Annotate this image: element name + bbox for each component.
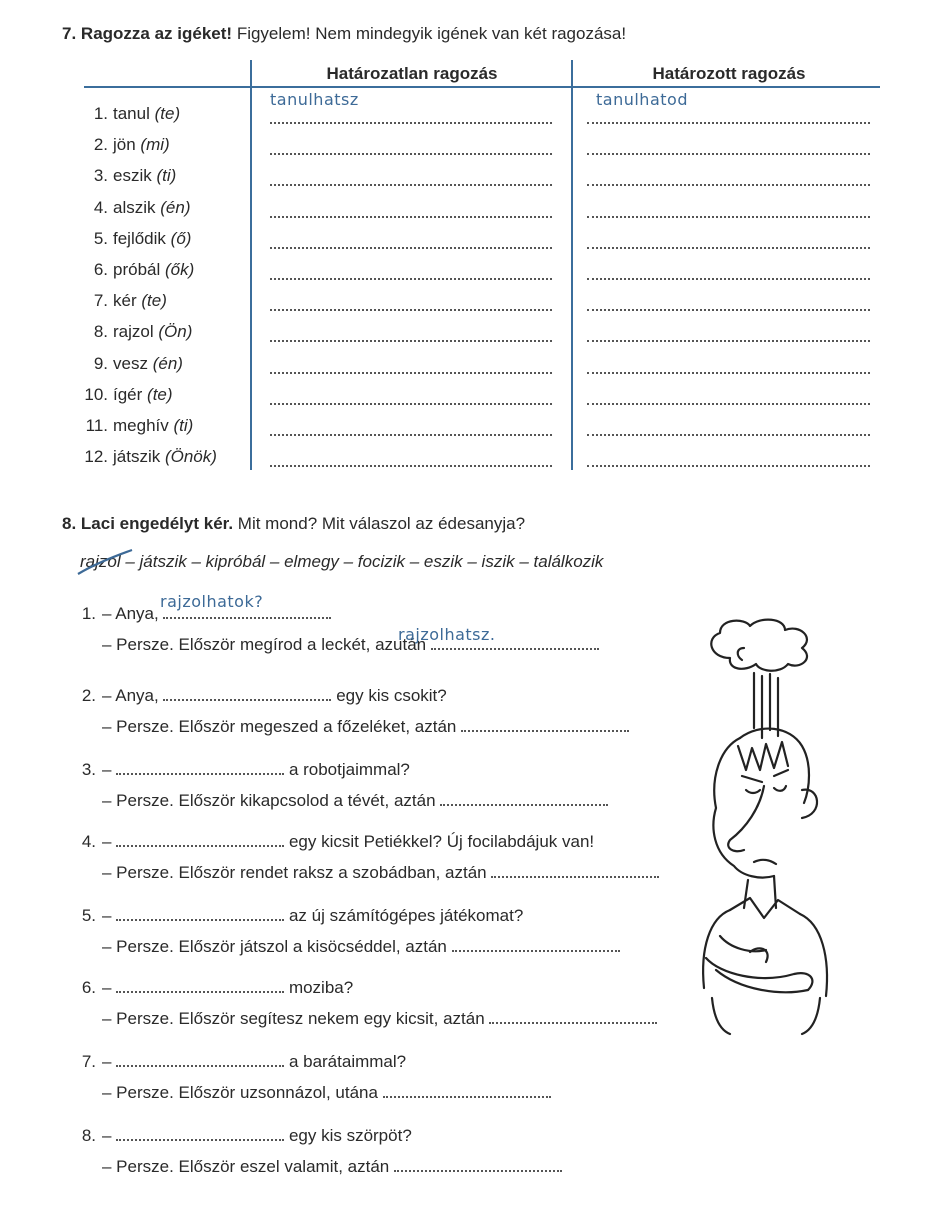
item-number: 8. bbox=[81, 1126, 96, 1145]
blank-indefinite[interactable] bbox=[270, 277, 552, 280]
person-text: (ti) bbox=[173, 416, 194, 435]
ex8-number: 8. bbox=[62, 514, 77, 533]
row-number: 10. bbox=[84, 384, 108, 404]
answer-blank[interactable] bbox=[394, 1169, 562, 1172]
row-number: 11. bbox=[85, 416, 108, 435]
question-blank[interactable] bbox=[116, 772, 284, 775]
handwritten-answer: rajzolhatsz. bbox=[398, 625, 496, 644]
question-blank[interactable] bbox=[163, 698, 331, 701]
item-number: 5. bbox=[81, 906, 96, 925]
question-blank[interactable] bbox=[116, 1064, 284, 1067]
row-verb bbox=[113, 385, 173, 405]
verb-text: vesz bbox=[113, 353, 148, 373]
word-bank bbox=[80, 552, 603, 572]
question-suffix: egy kis csokit? bbox=[336, 686, 447, 705]
question-blank[interactable] bbox=[116, 918, 284, 921]
blank-indefinite[interactable] bbox=[270, 371, 552, 374]
row-number: 12. bbox=[84, 447, 108, 467]
col1-header: Határozatlan ragozás bbox=[326, 64, 498, 83]
table-row bbox=[0, 166, 926, 196]
answer-line bbox=[102, 863, 659, 883]
question-line bbox=[102, 686, 447, 706]
row-number: 6. bbox=[93, 260, 108, 279]
answer-line bbox=[102, 717, 629, 737]
item-number: 2. bbox=[81, 686, 96, 705]
ex7-number: 7. bbox=[62, 24, 77, 43]
row-verb bbox=[113, 198, 190, 218]
verb-text: rajzol bbox=[113, 322, 154, 342]
person-text: (Önök) bbox=[164, 447, 217, 467]
table-row bbox=[0, 354, 926, 384]
handwritten-answer: tanulhatod bbox=[596, 90, 688, 109]
row-verb bbox=[113, 354, 183, 374]
answer-prefix: – Persze. Először rendet raksz a szobádban, aztán bbox=[102, 863, 487, 882]
ex8-title: Laci engedélyt kér. bbox=[80, 514, 234, 533]
cross-out-mark bbox=[74, 548, 136, 578]
blank-definite[interactable] bbox=[587, 308, 870, 311]
row-number: 7. bbox=[93, 291, 108, 311]
row-number: 9. bbox=[93, 353, 108, 373]
question-prefix: – bbox=[102, 832, 112, 851]
person-text: (te) bbox=[141, 291, 167, 311]
blank-definite[interactable] bbox=[587, 371, 870, 374]
ex8-heading bbox=[62, 514, 525, 534]
answer-blank[interactable] bbox=[452, 949, 620, 952]
question-line bbox=[102, 832, 594, 852]
verb-text: jön bbox=[113, 135, 136, 155]
ex8-instruction: Mit mond? Mit válaszol az édesanyja? bbox=[237, 514, 526, 533]
blank-indefinite[interactable] bbox=[270, 402, 552, 405]
row-verb bbox=[113, 260, 194, 280]
row-verb bbox=[113, 291, 167, 311]
answer-prefix: – Persze. Először játszol a kisöcséddel, aztán bbox=[102, 937, 447, 956]
answer-line bbox=[102, 791, 608, 811]
answer-blank[interactable] bbox=[491, 875, 659, 878]
answer-prefix: – Persze. Először eszel valamit, aztán bbox=[102, 1157, 390, 1176]
table-row bbox=[0, 260, 926, 290]
question-suffix: egy kicsit Petiékkel? Új focilabdájuk van! bbox=[288, 832, 595, 851]
word-bank-crossed: rajzol bbox=[80, 552, 121, 571]
question-line bbox=[102, 1126, 412, 1146]
question-prefix: – bbox=[102, 1126, 112, 1145]
ex7-instruction: Figyelem! Nem mindegyik igének van két ragozása! bbox=[236, 24, 627, 43]
person-text: (ők) bbox=[165, 260, 195, 279]
row-number: 3. bbox=[93, 166, 108, 186]
verb-text: meghív bbox=[113, 416, 169, 435]
question-line bbox=[102, 978, 353, 998]
question-suffix: moziba? bbox=[288, 978, 354, 997]
table-row bbox=[0, 229, 926, 259]
table-row bbox=[0, 322, 926, 352]
word-bank-rest: – játszik – kipróbál – elmegy – focizik – eszik – iszik – találkozik bbox=[120, 552, 604, 571]
question-blank[interactable] bbox=[116, 990, 284, 993]
handwritten-answer: tanulhatsz bbox=[270, 90, 359, 109]
answer-blank[interactable] bbox=[431, 647, 599, 650]
blank-indefinite[interactable] bbox=[270, 308, 552, 311]
row-verb bbox=[113, 322, 192, 342]
table-row bbox=[0, 416, 926, 446]
dialogue-item bbox=[0, 1052, 926, 1122]
verb-text: fejlődik bbox=[113, 228, 166, 248]
row-number: 8. bbox=[93, 322, 108, 342]
person-text: (én) bbox=[152, 353, 183, 373]
verb-text: alszik bbox=[113, 197, 156, 217]
question-line bbox=[102, 1052, 406, 1072]
answer-prefix: – Persze. Először megeszed a főzeléket, aztán bbox=[102, 717, 457, 736]
verb-text: tanul bbox=[113, 104, 150, 123]
question-blank[interactable] bbox=[116, 1138, 284, 1141]
answer-line bbox=[102, 1083, 551, 1103]
blank-indefinite[interactable] bbox=[270, 183, 552, 186]
person-text: (te) bbox=[154, 104, 181, 123]
row-verb bbox=[113, 229, 191, 249]
answer-line bbox=[102, 1157, 562, 1177]
person-text: (Ön) bbox=[158, 322, 193, 342]
row-number: 1. bbox=[93, 104, 108, 123]
answer-blank[interactable] bbox=[461, 729, 629, 732]
person-text: (te) bbox=[147, 384, 173, 404]
blank-indefinite[interactable] bbox=[270, 215, 552, 218]
row-number: 4. bbox=[93, 197, 108, 217]
answer-prefix: – Persze. Először kikapcsolod a tévét, aztán bbox=[102, 791, 436, 810]
person-text: (ti) bbox=[156, 166, 177, 186]
blank-definite[interactable] bbox=[587, 339, 870, 342]
answer-line bbox=[102, 937, 620, 957]
blank-indefinite[interactable] bbox=[270, 152, 552, 155]
item-number: 4. bbox=[81, 832, 96, 851]
question-prefix: – bbox=[102, 1052, 112, 1071]
table-row bbox=[0, 198, 926, 228]
blank-definite[interactable] bbox=[587, 246, 870, 249]
question-prefix: – bbox=[102, 978, 112, 997]
verb-text: játszik bbox=[113, 447, 161, 467]
row-verb bbox=[113, 104, 180, 124]
row-verb bbox=[113, 447, 217, 467]
dialogue-item bbox=[0, 1126, 926, 1196]
answer-line bbox=[102, 635, 599, 655]
item-number: 3. bbox=[81, 760, 96, 779]
row-verb bbox=[113, 416, 193, 436]
verb-text: kér bbox=[113, 291, 137, 311]
table-row bbox=[0, 135, 926, 165]
answer-prefix: – Persze. Először megírod a leckét, azután bbox=[102, 635, 427, 654]
question-prefix: – Anya, bbox=[102, 686, 159, 705]
question-suffix: egy kis szörpöt? bbox=[288, 1126, 412, 1145]
question-prefix: – bbox=[102, 906, 112, 925]
blank-indefinite[interactable] bbox=[270, 121, 552, 124]
question-line bbox=[102, 760, 410, 780]
verb-text: eszik bbox=[113, 166, 152, 186]
ex7-heading bbox=[62, 24, 626, 44]
blank-definite[interactable] bbox=[587, 152, 870, 155]
row-number: 5. bbox=[93, 228, 108, 248]
verb-text: próbál bbox=[113, 260, 161, 279]
person-text: (ő) bbox=[170, 228, 192, 248]
answer-prefix: – Persze. Először uzsonnázol, utána bbox=[102, 1083, 378, 1102]
question-prefix: – bbox=[102, 760, 112, 779]
question-suffix: az új számítógépes játékomat? bbox=[288, 906, 524, 925]
table-row bbox=[0, 90, 926, 134]
question-blank[interactable] bbox=[163, 616, 331, 619]
question-prefix: – Anya, bbox=[102, 604, 159, 623]
blank-definite[interactable] bbox=[587, 215, 870, 218]
blank-indefinite[interactable] bbox=[270, 246, 552, 249]
table-header-rule bbox=[84, 86, 880, 88]
answer-blank[interactable] bbox=[383, 1095, 551, 1098]
question-suffix: a robotjaimmal? bbox=[288, 760, 410, 779]
row-number: 2. bbox=[93, 135, 108, 155]
answer-blank[interactable] bbox=[489, 1021, 657, 1024]
item-number: 1. bbox=[81, 604, 96, 623]
blank-indefinite[interactable] bbox=[270, 433, 552, 436]
table-row bbox=[0, 385, 926, 415]
handwritten-question: rajzolhatok? bbox=[160, 592, 264, 611]
blank-definite[interactable] bbox=[587, 402, 870, 405]
item-number: 7. bbox=[81, 1052, 96, 1071]
question-line bbox=[102, 906, 523, 926]
blank-indefinite[interactable] bbox=[270, 339, 552, 342]
person-text: (mi) bbox=[140, 135, 170, 155]
verb-text: ígér bbox=[113, 384, 143, 404]
question-blank[interactable] bbox=[116, 844, 284, 847]
blank-indefinite[interactable] bbox=[270, 464, 552, 467]
person-text: (én) bbox=[160, 197, 191, 217]
table-row bbox=[0, 291, 926, 321]
table-row bbox=[0, 447, 926, 477]
item-number: 6. bbox=[81, 978, 96, 997]
grumpy-boy-illustration bbox=[690, 618, 860, 1038]
answer-blank[interactable] bbox=[440, 803, 608, 806]
blank-definite[interactable] bbox=[587, 121, 870, 124]
row-verb bbox=[113, 166, 176, 186]
col2-header: Határozott ragozás bbox=[652, 64, 806, 83]
question-suffix: a barátaimmal? bbox=[288, 1052, 407, 1071]
answer-line bbox=[102, 1009, 657, 1029]
blank-definite[interactable] bbox=[587, 277, 870, 280]
ex7-title: Ragozza az igéket! bbox=[80, 24, 233, 43]
blank-definite[interactable] bbox=[587, 433, 870, 436]
blank-definite[interactable] bbox=[587, 464, 870, 467]
blank-definite[interactable] bbox=[587, 183, 870, 186]
answer-prefix: – Persze. Először segítesz nekem egy kicsit, aztán bbox=[102, 1009, 485, 1028]
row-verb bbox=[113, 135, 170, 155]
